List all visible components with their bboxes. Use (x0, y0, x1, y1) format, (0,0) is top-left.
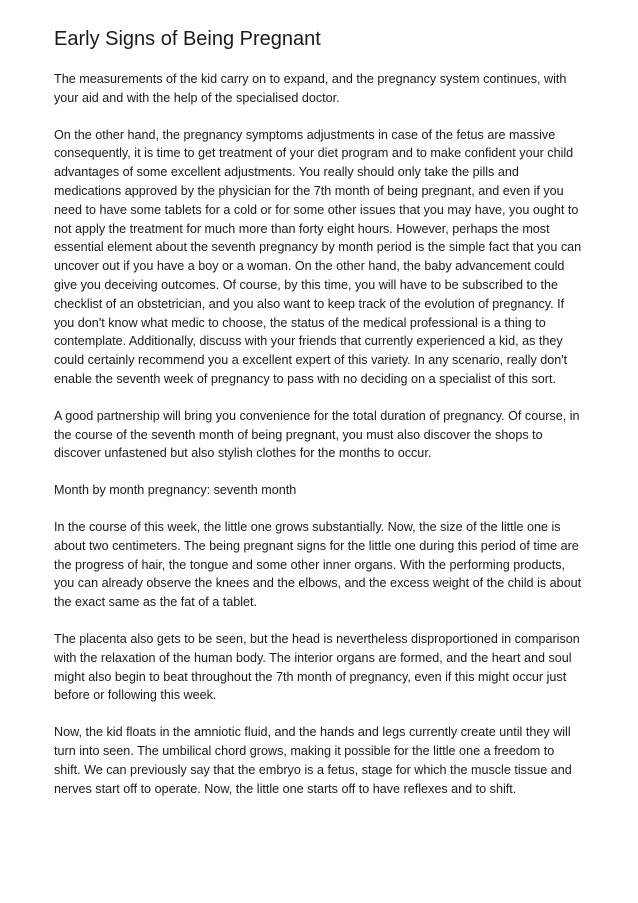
document-title: Early Signs of Being Pregnant (54, 28, 321, 50)
paragraph-4: In the course of this week, the little one grows substantially. Now, the size of the little one is about two centimeters. The being pregnant signs for the little one during this period of time are the progress of hair, the tongue and some other inner organs. With the performing products, you can already observe the knees and the elbows, and the excess weight of the child is about the exact same as the fat of a tablet. (54, 519, 582, 610)
paragraph-2: On the other hand, the pregnancy symptoms adjustments in case of the fetus are massive consequently, it is time to get treatment of your diet program and to make confident your child advantages of some excellent adjustments. You really should only take the pills and medications approved by the physician for the 7th month of being pregnant, and even if you need to have some tablets for a cold or for some other issues that you may have, you ought to not apply the treatment for much more than forty eight hours. However, perhaps the most essential element about the seventh pregnancy by month period is the simple fact that you can uncover out if you have a boy or a woman. On the other hand, the baby advancement could give you deceiving outcomes. Of course, by this time, you will have to be subscribed to the checklist of an obstetrician, and you also want to keep track of the evolution of pregnancy. If you don't know what medic to choose, the status of the medical professional is a thing to contemplate. Additionally, discuss with your friends that currently experienced a kid, as they could certainly recommend you a excellent expert of this variety. In any scenario, really don't enable the seventh week of pregnancy to pass with no deciding on a specialist of this sort. (54, 127, 582, 386)
paragraph-1: The measurements of the kid carry on to expand, and the pregnancy system continues, with your aid and with the help of the specialised doctor. (54, 72, 567, 105)
section-heading: Month by month pregnancy: seventh month (54, 483, 297, 498)
paragraph-6: Now, the kid floats in the amniotic fluid, and the hands and legs currently create until they will turn into seen. The umbilical chord grows, making it possible for the little one a freedom to shift. We can previously say that the embryo is a fetus, stage for which the muscle tissue and nerves start off to operate. Now, the little one starts off to have reflexes and to shift. (54, 725, 572, 796)
paragraph-3: A good partnership will bring you convenience for the total duration of pregnancy. Of course, in the course of the seventh month of being pregnant, you must also discover the shops to discover unfastened but also stylish clothes for the months to occur. (54, 408, 580, 461)
document-body (54, 70, 584, 816)
paragraph-5: The placenta also gets to be seen, but the head is nevertheless disproportioned in comparison with the relaxation of the human body. The interior organs are formed, and the heart and soul might also begin to beat throughout the 7th month of pregnancy, even if this might occur just before or following this week. (54, 631, 580, 703)
